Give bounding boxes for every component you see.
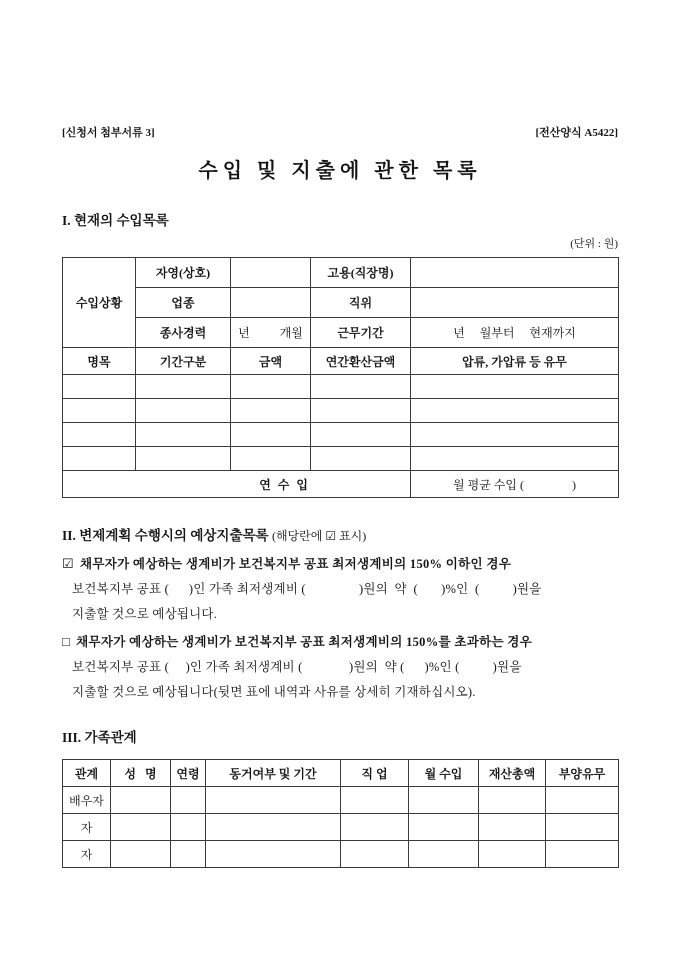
case2-line1: 보건복지부 공표 ( )인 가족 최저생계비 ( )원의 약 ( )%인 ( )원을 [72,660,522,674]
empty-cell [231,447,311,471]
industry-label: 업종 [136,288,231,318]
empty-cell [136,375,231,399]
family-col-age: 연령 [171,760,206,787]
empty-cell [341,841,409,868]
empty-cell [136,447,231,471]
col-header-annualized: 연간환산금액 [311,348,411,375]
family-row-child-2 [63,841,619,868]
relation-cell: 자 [63,841,111,868]
section2-heading-text: II. 변제계획 수행시의 예상지출목록 [62,528,269,543]
empty-cell [231,423,311,447]
income-footer-row [63,471,619,498]
empty-cell [311,423,411,447]
income-row-self-employed [63,258,619,288]
empty-cell [231,375,311,399]
doc-labels [62,124,618,140]
section1-heading: I. 현재의 수입목록 [62,213,169,228]
income-table [62,257,619,498]
case2-line2: 지출할 것으로 예상됩니다(뒷면 표에 내역과 사유를 상세히 기재하십시오). [72,685,476,699]
family-col-total-assets: 재산총액 [479,760,546,787]
empty-cell [311,399,411,423]
income-columns-header [63,348,619,375]
family-col-monthly-income: 월 수입 [409,760,479,787]
position-value-cell [411,288,619,318]
empty-cell [63,447,136,471]
income-empty-row [63,375,619,399]
empty-cell [409,787,479,814]
annual-income-label: 연 수 입 [63,471,411,498]
empty-cell [546,814,619,841]
col-header-item: 명목 [63,348,136,375]
col-header-seizure: 압류, 가압류 등 유무 [411,348,619,375]
case1-line2: 지출할 것으로 예상됩니다. [72,607,218,621]
unit-note: (단위 : 원) [570,238,618,250]
expense-case-over-150 [62,632,618,700]
career-value-cell: 년 개월 [231,318,311,348]
empty-cell [136,399,231,423]
empty-cell [206,814,341,841]
family-row-spouse [63,787,619,814]
family-col-name: 성 명 [111,760,171,787]
empty-cell [111,841,171,868]
empty-cell [63,423,136,447]
empty-cell [341,787,409,814]
family-table [62,759,619,868]
empty-cell [411,399,619,423]
career-label: 종사경력 [136,318,231,348]
empty-cell [411,375,619,399]
self-employed-label: 자영(상호) [136,258,231,288]
income-empty-row [63,447,619,471]
expense-case-under-150 [62,554,618,622]
empty-cell [409,841,479,868]
work-period-value-cell: 년 월부터 현재까지 [411,318,619,348]
empty-cell [479,787,546,814]
col-header-amount: 금액 [231,348,311,375]
empty-cell [546,787,619,814]
section3-heading: III. 가족관계 [62,730,137,745]
position-label: 직위 [311,288,411,318]
empty-cell [111,787,171,814]
empty-cell [479,841,546,868]
section2-heading-note: (해당란에 ☑ 표시) [271,529,367,543]
family-header-row [63,760,619,787]
family-row-child-1 [63,814,619,841]
case2-title-row [62,632,618,650]
empty-cell [409,814,479,841]
empty-cell [136,423,231,447]
col-header-period: 기간구분 [136,348,231,375]
self-employed-value-cell [231,258,311,288]
monthly-average-label: 월 평균 수입 ( ) [411,471,619,498]
family-col-job: 직 업 [341,760,409,787]
empty-cell [206,787,341,814]
case1-title: 채무자가 예상하는 생계비가 보건복지부 공표 최저생계비의 150% 이하인 경우 [79,557,512,571]
empty-cell [341,814,409,841]
section2-heading [62,524,618,544]
income-empty-row [63,399,619,423]
relation-cell: 배우자 [63,787,111,814]
empty-cell [231,399,311,423]
empty-cell [171,787,206,814]
industry-value-cell [231,288,311,318]
income-row-industry [63,288,619,318]
attachment-label: [신청서 첨부서류 3] [62,127,155,139]
work-period-label: 근무기간 [311,318,411,348]
empty-cell [546,841,619,868]
case2-title: 채무자가 예상하는 생계비가 보건복지부 공표 최저생계비의 150%를 초과하는 경우 [76,635,533,649]
form-code-label: [전산양식 A5422] [535,127,618,139]
case2-checkbox[interactable]: □ [62,634,71,649]
empty-cell [411,423,619,447]
family-col-relation: 관계 [63,760,111,787]
employment-label: 고용(직장명) [311,258,411,288]
empty-cell [311,375,411,399]
family-col-cohabitation: 동거여부 및 기간 [206,760,341,787]
income-row-career [63,318,619,348]
empty-cell [171,841,206,868]
family-col-support: 부양유무 [546,760,619,787]
case1-checkbox[interactable]: ☑ [62,556,74,571]
empty-cell [479,814,546,841]
employment-value-cell [411,258,619,288]
empty-cell [411,447,619,471]
income-group-label: 수입상황 [63,258,136,348]
empty-cell [206,841,341,868]
case1-title-row [62,554,618,572]
relation-cell: 자 [63,814,111,841]
document-title: 수입 및 지출에 관한 목록 [198,160,482,182]
empty-cell [311,447,411,471]
empty-cell [171,814,206,841]
case1-line1: 보건복지부 공표 ( )인 가족 최저생계비 ( )원의 약 ( )%인 ( )원을 [72,582,542,596]
empty-cell [63,399,136,423]
empty-cell [111,814,171,841]
empty-cell [63,375,136,399]
income-empty-row [63,423,619,447]
